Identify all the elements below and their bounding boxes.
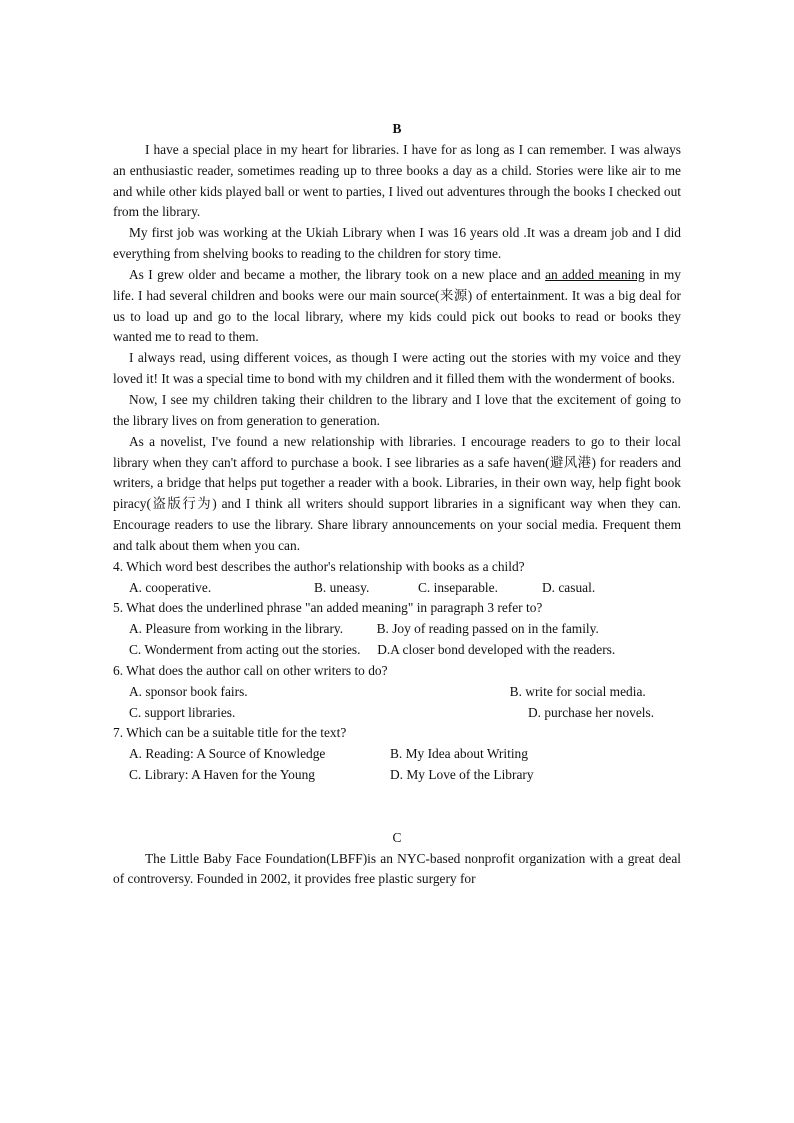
q7-option-a: A. Reading: A Source of Knowledge [129, 746, 326, 762]
q5-option-b: B. Joy of reading passed on in the family. [376, 621, 599, 637]
section-spacer [113, 786, 681, 828]
q4-option-a: A. cooperative. [129, 579, 212, 595]
question-6-stem: 6. What does the author call on other writers to do? [113, 662, 388, 678]
q7-option-c: C. Library: A Haven for the Young [129, 767, 315, 783]
document-page [113, 119, 681, 890]
section-b-paragraph-5: Now, I see my children taking their children to the library and I love that the excitement of going to the library lives on from generation to generation. [113, 391, 681, 428]
section-c-title: C [392, 829, 402, 845]
q6-options-ab [113, 682, 681, 703]
q5-option-c: C. Wonderment from acting out the stories. [129, 642, 361, 658]
q5-option-a: A. Pleasure from working in the library. [129, 621, 344, 637]
section-b-paragraph-1: I have a special place in my heart for libraries. I have for as long as I can remember. I was always an enthusiastic reader, sometimes reading up to three books a day as a child. Stories were like air to me and while other kids played ball or went to parties, I lived out adventures through the books I checked out from the library. [113, 141, 681, 220]
q4-option-c: C. inseparable. [418, 579, 498, 595]
q7-options-cd [113, 765, 681, 786]
question-4-options [113, 578, 681, 599]
q7-options-ab [113, 744, 681, 765]
q6-option-c: C. support libraries. [129, 704, 236, 720]
section-b-title: B [392, 121, 402, 136]
q5-option-d: D.A closer bond developed with the readers. [377, 642, 616, 658]
question-5-stem: 5. What does the underlined phrase "an added meaning" in paragraph 3 refer to? [113, 600, 543, 616]
q4-option-b: B. uneasy. [314, 579, 370, 595]
question-7-stem: 7. Which can be a suitable title for the text? [113, 725, 347, 741]
underlined-phrase: an added meaning [545, 266, 645, 282]
q6-options-cd [113, 703, 681, 724]
section-c-paragraph-1: The Little Baby Face Foundation(LBFF)is an NYC-based nonprofit organization with a great deal of controversy. Founded in 2002, it provides free plastic surgery for [113, 850, 681, 887]
q6-option-b: B. write for social media. [509, 683, 646, 699]
q6-option-d: D. purchase her novels. [528, 704, 655, 720]
q6-option-a: A. sponsor book fairs. [129, 683, 248, 699]
q5-options-cd [113, 640, 681, 661]
section-b-paragraph-2: My first job was working at the Ukiah Library when I was 16 years old .It was a dream job and I did everything from shelving books to reading to the children for story time. [113, 225, 681, 262]
paragraph-3-text-a: As I grew older and became a mother, the library took on a new place and [129, 266, 546, 282]
q5-options-ab [113, 619, 681, 640]
paragraph-3-text-b: in my life. I had several children and books were our main source(来源) of entertainment. It was a big deal for us to load up and go to the local library, where my kids could pick out books to read or books they wanted me to read to them. [113, 266, 681, 345]
q7-option-b: B. My Idea about Writing [390, 746, 528, 762]
q4-option-d: D. casual. [542, 579, 596, 595]
q7-option-d: D. My Love of the Library [390, 767, 534, 783]
section-b-paragraph-6: As a novelist, I've found a new relationship with libraries. I encourage readers to go to their local library when they can't afford to purchase a book. I see libraries as a safe haven(避风港) for readers and writers, a bridge that helps put together a reader with a book. Libraries, in their own way, help fight book piracy(盗版行为) and I think all writers should support libraries in a significant way when they can. Encourage readers to use the library. Share library announcements on your social media. Frequent them and talk about them when you can. [113, 433, 681, 553]
question-4-stem: 4. Which word best describes the author's relationship with books as a child? [113, 558, 525, 574]
section-b-paragraph-3 [113, 265, 681, 348]
section-b-paragraph-4: I always read, using different voices, as though I were acting out the stories with my voice and they loved it! It was a special time to bond with my children and it filled them with the wonderment of books. [113, 350, 681, 387]
